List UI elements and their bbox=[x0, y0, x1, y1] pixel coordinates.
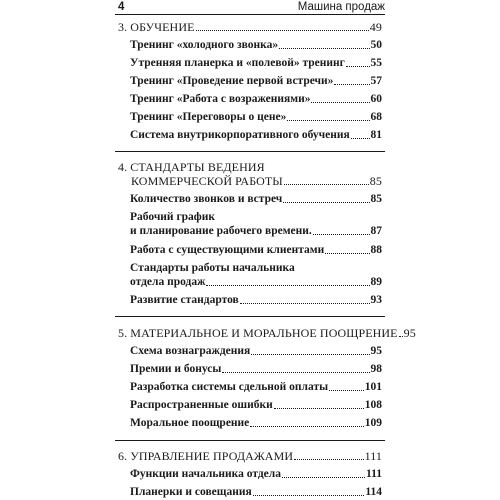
toc-page: 81 bbox=[370, 129, 382, 141]
section-divider bbox=[115, 151, 385, 152]
toc-item-title: Разработка системы сдельной оплаты bbox=[130, 381, 329, 393]
toc-page: 98 bbox=[370, 363, 382, 375]
toc-chapter-title: 5. МАТЕРИАЛЬНОЕ И МОРАЛЬНОЕ ПООЩРЕНИЕ bbox=[118, 326, 398, 340]
leader-dots bbox=[313, 234, 370, 235]
leader-dots bbox=[282, 477, 365, 478]
toc-item-title: Работа с существующими клиентами bbox=[130, 244, 325, 256]
page-number: 4 bbox=[118, 1, 125, 13]
leader-dots bbox=[329, 390, 364, 391]
toc-page: 95 bbox=[403, 326, 416, 340]
page-header bbox=[0, 0, 500, 14]
toc-item bbox=[130, 398, 382, 412]
toc-item bbox=[130, 192, 382, 206]
toc-item bbox=[130, 224, 382, 238]
toc-chapter bbox=[118, 449, 382, 463]
toc-item bbox=[130, 380, 382, 394]
toc-page: 60 bbox=[370, 93, 382, 105]
toc-page: 95 bbox=[370, 345, 382, 357]
toc-item-title: Тренинг «Проведение первой встречи» bbox=[130, 75, 334, 87]
leader-dots bbox=[251, 354, 369, 355]
toc-item bbox=[130, 275, 382, 289]
toc-item-title: Утренняя планерка и «полевой» тренинг bbox=[130, 57, 345, 69]
toc-page: 89 bbox=[370, 276, 382, 288]
toc-chapter-title: 3. ОБУЧЕНИЕ bbox=[118, 20, 195, 34]
toc-item bbox=[130, 128, 382, 142]
running-title: Машина продаж bbox=[297, 1, 385, 13]
leader-dots bbox=[222, 372, 369, 373]
section-divider bbox=[115, 440, 385, 441]
toc-page: 68 bbox=[370, 111, 382, 123]
toc-page: 85 bbox=[370, 193, 382, 205]
toc-item-title: Премии и бонусы bbox=[130, 363, 222, 375]
leader-dots bbox=[284, 184, 369, 185]
toc-page: 111 bbox=[366, 468, 382, 480]
toc-item-title-line1: Стандарты работы начальника bbox=[130, 262, 295, 274]
toc-chapter-title: 6. УПРАВЛЕНИЕ ПРОДАЖАМИ bbox=[118, 449, 294, 463]
toc-item-title: Функции начальника отдела bbox=[130, 468, 281, 480]
toc-item bbox=[130, 362, 382, 376]
toc-page: 49 bbox=[369, 20, 382, 34]
leader-dots bbox=[346, 66, 370, 67]
toc-chapter bbox=[118, 326, 416, 340]
leader-dots bbox=[287, 120, 369, 121]
toc-chapter bbox=[131, 174, 382, 188]
toc-page: 101 bbox=[364, 381, 382, 393]
toc-page: 50 bbox=[370, 39, 382, 51]
toc-page: 85 bbox=[369, 174, 382, 188]
toc-page: 88 bbox=[370, 244, 382, 256]
leader-dots bbox=[253, 495, 365, 496]
toc-item bbox=[130, 293, 382, 307]
toc-item bbox=[130, 416, 382, 430]
toc-item bbox=[130, 485, 382, 499]
leader-dots bbox=[294, 459, 363, 460]
toc-item-title: Система внутрикорпоративного обучения bbox=[130, 129, 350, 141]
toc-item-title-line1: Рабочий график bbox=[130, 211, 216, 223]
leader-dots bbox=[399, 336, 403, 337]
toc-item-title: Моральное поощрение bbox=[130, 417, 250, 429]
leader-dots bbox=[196, 30, 369, 31]
toc-item bbox=[130, 467, 382, 481]
leader-dots bbox=[351, 138, 370, 139]
leader-dots bbox=[279, 48, 369, 49]
toc-item bbox=[130, 38, 382, 52]
toc-page: 108 bbox=[364, 399, 382, 411]
toc-item bbox=[130, 344, 382, 358]
toc-item-title-line2: отдела продаж bbox=[130, 276, 206, 288]
leader-dots bbox=[206, 285, 369, 286]
leader-dots bbox=[334, 84, 369, 85]
header-rule bbox=[115, 14, 385, 15]
toc-item-title: Тренинг «Переговоры о цене» bbox=[130, 111, 287, 123]
toc-page: 109 bbox=[364, 417, 382, 429]
toc-item bbox=[130, 243, 382, 257]
toc-item-title: Тренинг «холодного звонка» bbox=[130, 39, 279, 51]
toc-item bbox=[130, 74, 382, 88]
toc-item bbox=[130, 92, 382, 106]
leader-dots bbox=[240, 303, 370, 304]
toc-item-title-line2: и планирование рабочего времени. bbox=[130, 225, 312, 237]
leader-dots bbox=[325, 253, 369, 254]
toc-item-title: Количество звонков и встреч bbox=[130, 193, 283, 205]
section-divider bbox=[115, 316, 385, 317]
toc-chapter-title-line1: 4. СТАНДАРТЫ ВЕДЕНИЯ bbox=[118, 160, 265, 174]
toc-chapter-title-line2: КОММЕРЧЕСКОЙ РАБОТЫ bbox=[131, 174, 283, 188]
toc-page: 87 bbox=[370, 225, 382, 237]
toc-item-title: Тренинг «Работа с возражениями» bbox=[130, 93, 311, 105]
toc-item bbox=[130, 110, 382, 124]
toc-item-title: Развитие стандартов bbox=[130, 294, 239, 306]
toc-item-title: Распространенные ошибки bbox=[130, 399, 273, 411]
leader-dots bbox=[283, 202, 369, 203]
leader-dots bbox=[250, 426, 363, 427]
toc-chapter bbox=[118, 20, 382, 34]
toc-page: 93 bbox=[370, 294, 382, 306]
toc-page: 111 bbox=[364, 449, 382, 463]
toc-item-title: Планерки и совещания bbox=[130, 486, 252, 498]
toc-item-title: Схема вознаграждения bbox=[130, 345, 251, 357]
toc-item bbox=[130, 56, 382, 70]
leader-dots bbox=[274, 408, 364, 409]
toc-page: 55 bbox=[370, 57, 382, 69]
leader-dots bbox=[311, 102, 369, 103]
toc-page: 57 bbox=[370, 75, 382, 87]
toc-page: 114 bbox=[365, 486, 382, 498]
